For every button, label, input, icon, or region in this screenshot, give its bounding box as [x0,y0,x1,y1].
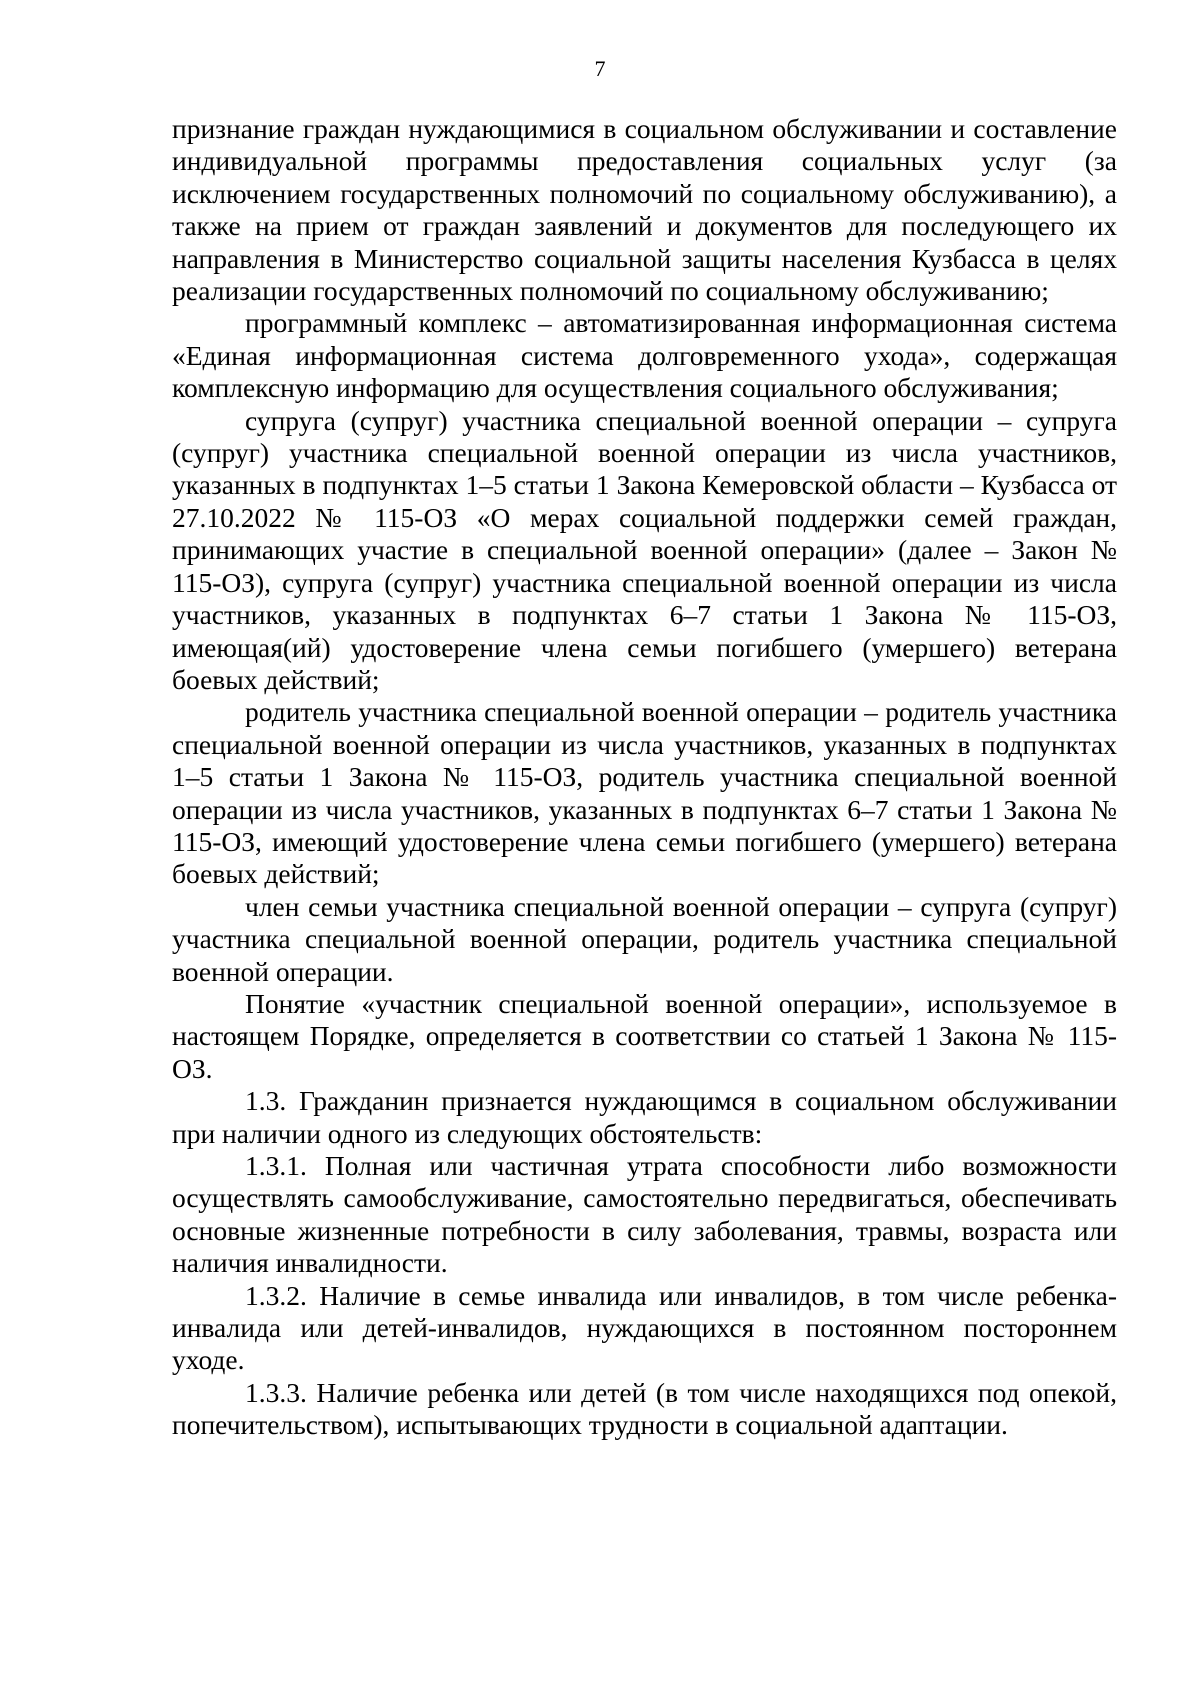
paragraph-1-3-3: 1.3.3. Наличие ребенка или детей (в том числе находящихся под опекой, попечительством), испытывающих трудности в социальной адаптации. [172,1376,1117,1441]
paragraph-definition-participant: Понятие «участник специальной военной операции», используемое в настоящем Порядке, определяется в соответствии со статьей 1 Закона № 115-ОЗ. [172,987,1117,1084]
paragraph-definition-recognition: признание граждан нуждающимися в социальном обслуживании и составление индивидуальной программы предоставления социальных услуг (за исключением государственных полномочий по социальному обслуживанию), а также на прием от граждан заявлений и документов для последующего их направления в Министерство социальной защиты населения Кузбасса в целях реализации государственных полномочий по социальному обслуживанию; [172,113,1117,307]
paragraph-1-3-2: 1.3.2. Наличие в семье инвалида или инвалидов, в том числе ребенка-инвалида или детей-инвалидов, нуждающихся в постоянном постороннем уходе. [172,1279,1117,1376]
paragraph-1-3: 1.3. Гражданин признается нуждающимся в социальном обслуживании при наличии одного из следующих обстоятельств: [172,1085,1117,1149]
paragraph-definition-spouse: супруга (супруг) участника специальной военной операции – супруга (супруг) участника специальной военной операции из числа участников, указанных в подпунктах 1–5 статьи 1 Закона Кемеровской области – Кузбасса от 27.10.2022 № 115-ОЗ «О мерах социальной поддержки семей граждан, принимающих участие в специальной военной операции» (далее – Закон № 115-ОЗ), супруга (супруг) участника специальной военной операции из числа участников, указанных в подпунктах 6–7 статьи 1 Закона № 115-ОЗ, имеющая(ий) удостоверение члена семьи погибшего (умершего) ветерана боевых действий; [172,404,1117,695]
paragraph-1-3-1: 1.3.1. Полная или частичная утрата способности либо возможности осуществлять самообслуживание, самостоятельно передвигаться, обеспечивать основные жизненные потребности в силу заболевания, травмы, возраста или наличия инвалидности. [172,1150,1117,1279]
page-number: 7 [594,56,606,81]
paragraph-definition-family-member: член семьи участника специальной военной операции – супруга (супруг) участника специальной военной операции, родитель участника специальной военной операции. [172,890,1117,987]
document-body [172,113,1117,1442]
paragraph-definition-parent: родитель участника специальной военной операции – родитель участника специальной военной операции из числа участников, указанных в подпунктах 1–5 статьи 1 Закона № 115-ОЗ, родитель участника специальной военной операции из числа участников, указанных в подпунктах 6–7 статьи 1 Закона № 115-ОЗ, имеющий удостоверение члена семьи погибшего (умершего) ветерана боевых действий; [172,696,1117,890]
paragraph-definition-software: программный комплекс – автоматизированная информационная система «Единая информационная система долговременного ухода», содержащая комплексную информацию для осуществления социального обслуживания; [172,307,1117,404]
